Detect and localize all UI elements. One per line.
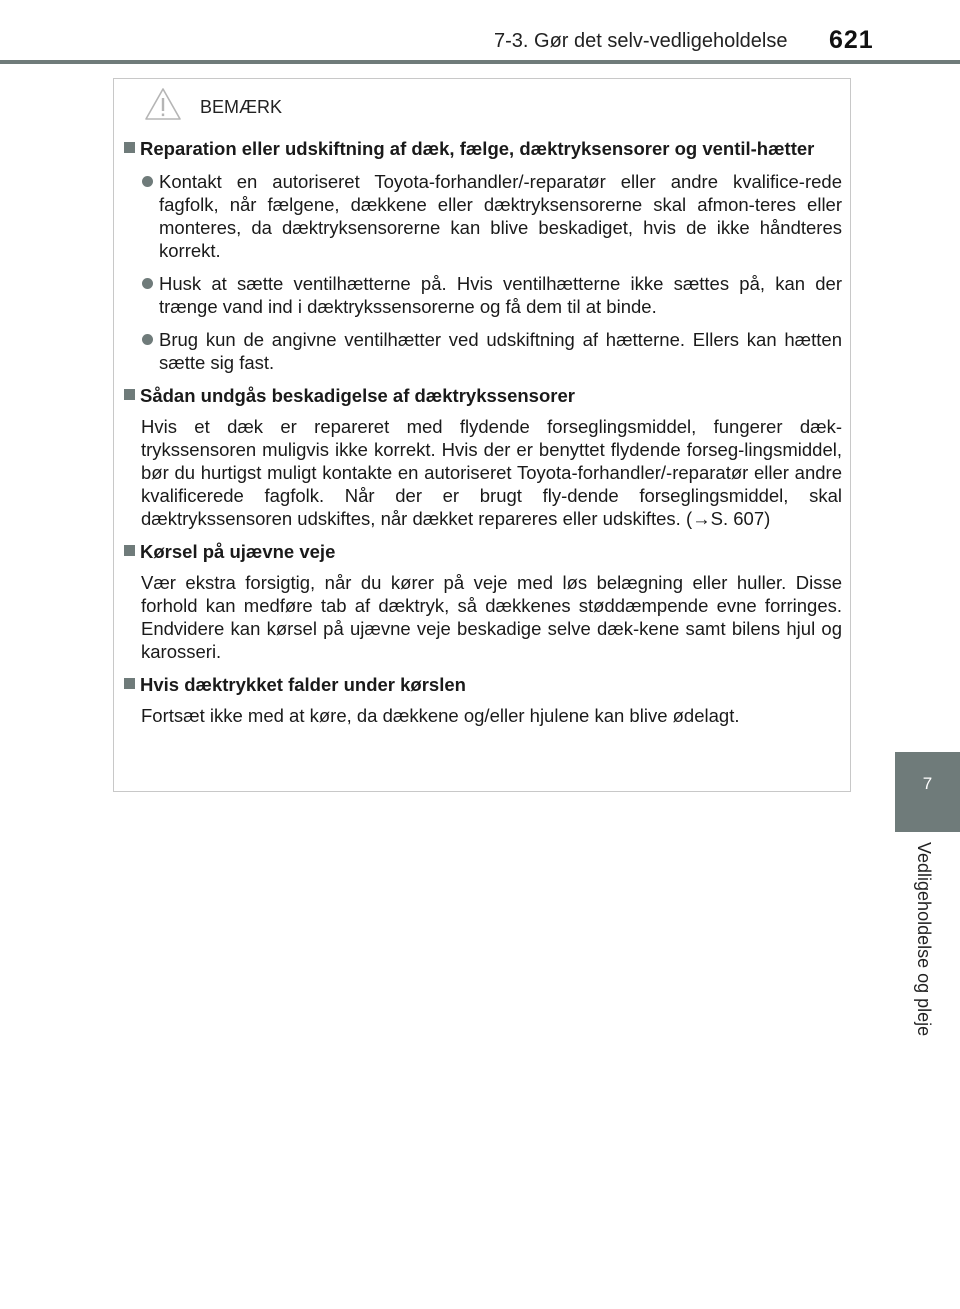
round-bullet-icon [142,176,153,187]
square-bullet-icon [124,678,135,689]
section-pressure-drop [124,673,842,727]
chapter-title: Vedligeholdelse og pleje [914,842,934,1037]
header-rule [0,60,960,64]
square-bullet-icon [124,389,135,400]
notice-box [113,78,851,792]
list-item-text: Kontakt en autoriseret Toyota-forhandler/-reparatør eller andre kvalifice-rede fagfolk, når fælgene, dækkene eller dæktryksensorerne skal afmon-teres eller monteres, da dæktryksensorerne kan blive beskadiget, hvis de ikke håndteres korrekt. [159,171,842,261]
section-sensor-damage [124,384,842,530]
section-paragraph: Hvis et dæk er repareret med flydende forseglingsmiddel, fungerer dæk-trykssensoren muligvis ikke korrekt. Hvis der er benyttet flydende forseg-lingsmiddel, bør du hurtigst muligt kontakte en autoriseret Toyota-forhandler/-reparatør eller andre kvalificerede fagfolk. Når der er brugt fly-dende forseglingsmiddel, skal dæktrykssensoren udskiftes, når dækket repareres eller udskiftes. (→S. 607) [141,416,842,529]
section-title: Hvis dæktrykket falder under kørslen [140,674,466,695]
section-paragraph: Vær ekstra forsigtig, når du kører på veje med løs belægning eller huller. Disse forhold kan medføre tab af dæktryk, så dækkenes støddæmpende evne forringes. Endvidere kan kørsel på ujævne veje beskadige selve dæk-kene samt bilens hjul og karosseri. [141,572,842,662]
section-title: Reparation eller udskiftning af dæk, fælge, dæktryksensorer og ventil-hætter [140,138,815,159]
square-bullet-icon [124,142,135,153]
notice-content [124,137,842,737]
chapter-tab [895,752,960,832]
list-item-text: Brug kun de angivne ventilhætter ved udskiftning af hætterne. Ellers kan hætten sætte sig fast. [159,329,842,373]
round-bullet-icon [142,278,153,289]
notice-label: BEMÆRK [200,97,283,117]
section-title: Kørsel på ujævne veje [140,541,336,562]
section-paragraph: Fortsæt ikke med at køre, da dækkene og/eller hjulene kan blive ødelagt. [141,705,740,726]
header-title: 7-3. Gør det selv-vedligeholdelse [494,30,788,52]
list-item [124,272,842,318]
section-title: Sådan undgås beskadigelse af dæktrykssensorer [140,385,575,406]
square-bullet-icon [124,545,135,556]
round-bullet-icon [142,334,153,345]
page-number: 621 [829,26,874,54]
chapter-number: 7 [922,774,933,793]
list-item [124,328,842,374]
section-repair [124,137,842,374]
list-item-text: Husk at sætte ventilhætterne på. Hvis ventilhætterne ikke sættes på, kan der trænge vand ind i dæktrykssensorerne og få dem til at binde. [159,273,842,317]
section-rough-roads [124,540,842,663]
list-item [124,170,842,262]
warning-triangle-icon [144,87,182,121]
